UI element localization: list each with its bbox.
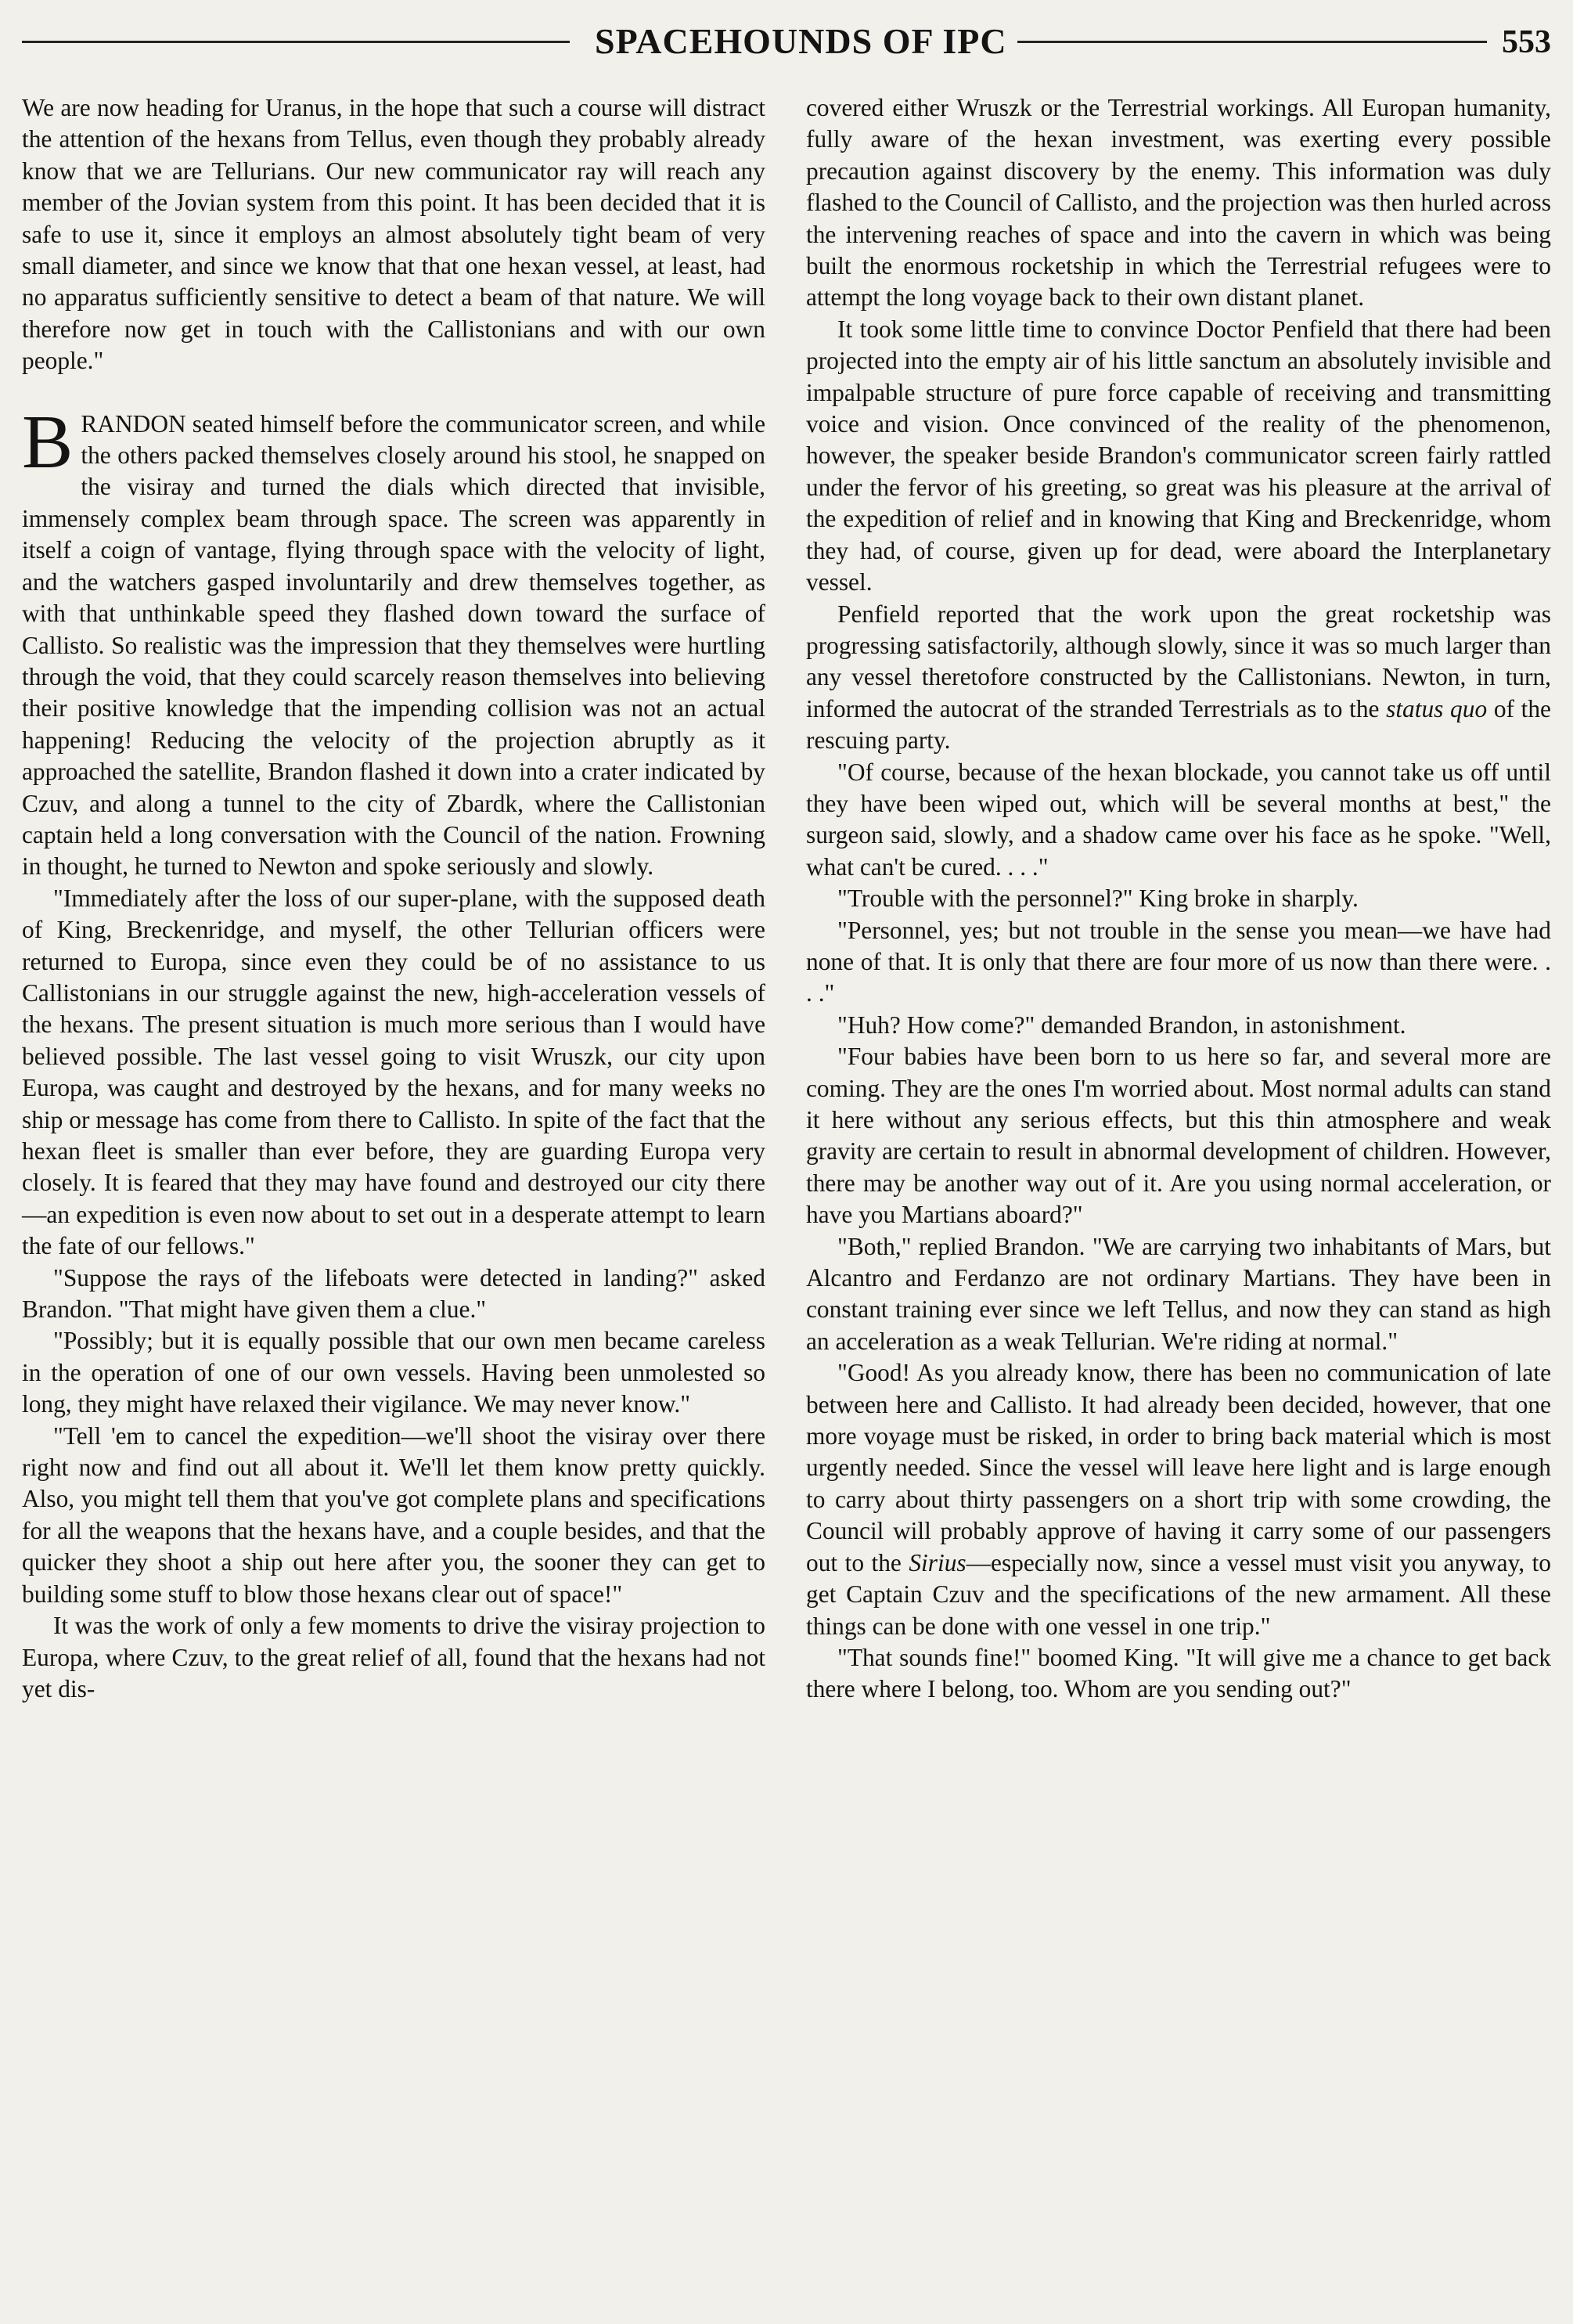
paragraph: "Both," replied Brandon. "We are carrying two inhabitants of Mars, but Alcantro and Ferdanzo are not ordinary Martians. They have been in constant training ever since we left Tellus, and now they can stand as high an acceleration as a weak Tellurian. We're riding at normal." [806,1232,1551,1355]
right-column [806,92,1551,1706]
paragraph: We are now heading for Uranus, in the hope that such a course will distract the attention of the hexans from Tellus, even though they probably already know that we are Tellurians. Our new communicator ray will reach any member of the Jovian system from this point. It has been decided that it is safe to use it, since it employs an almost absolutely tight beam of very small diameter, and since we know that that one hexan vessel, at least, had no apparatus sufficiently sensitive to detect a beam of that nature. We will therefore now get in touch with the Callistonians and with our own people." [22,94,765,375]
paragraph-text: "Good! As you already know, there has been no communication of late between here and Callisto. It had already been decided, however, that one more voyage must be risked, in order to bring back material which is most urgently needed. Since the vessel will leave here light and is large enough to carry about thirty passengers on a short trip with some crowding, the Council will probably approve of having it carry some of our passengers out to the [806,1359,1551,1576]
page-number: 553 [1502,24,1551,60]
paragraph-text: seated himself before the communicator screen, and while the others packed themselves closely around his stool, he snapped on the visiray and turned the dials which directed that invisible, immensely complex beam through space. The screen was apparently in itself a coign of vantage, flying through space with the velocity of light, and the watchers gasped involuntarily and drew themselves together, as with that unthinkable speed they flashed down toward the surface of Callisto. So realistic was the impression that they themselves were hurtling through the void, that they could scarcely reason themselves into believing their positive knowledge that the impending collision was not an actual happening! Reducing the velocity of the projection abruptly as it approached the satellite, Brandon flashed it down into a crater indicated by Czuv, and along a tunnel to the city of Zbardk, where the Callistonian captain held a long conversation with the Council of the nation. Frowning in thought, he turned to Newton and spoke seriously and slowly. [22,409,765,881]
paragraph: "Tell 'em to cancel the expedition—we'll shoot the visiray over there right now and find out all about it. We'll let them know pretty quickly. Also, you might tell them that you've got complete plans and specifications for all the weapons that the hexans have, and a couple besides, and that the quicker they shoot a ship out here after you, the sooner they can get to building some stuff to blow those hexans clear out of space!" [22,1421,765,1608]
paragraph: "Of course, because of the hexan blockade, you cannot take us off until they have been wiped out, which will be several months at best," the surgeon said, slowly, and a shadow came over his face as he spoke. "Well, what can't be cured. . . ." [806,758,1551,881]
paragraph [806,1357,1551,1642]
paragraph: "Suppose the rays of the lifeboats were detected in landing?" asked Brandon. "That might have given them a clue." [22,1263,765,1324]
paragraph: It was the work of only a few moments to drive the visiray projection to Europa, where Czuv, to the great relief of all, found that the hexans had not yet dis- [22,1612,765,1702]
left-column [22,92,765,1705]
paragraph: covered either Wruszk or the Terrestrial workings. All Europan humanity, fully aware of the hexan investment, was exerting every possible precaution against discovery by the enemy. This information was duly flashed to the Council of Callisto, and the projection was then hurled across the intervening reaches of space and into the cavern in which was being built the enormous rocketship in which the Terrestrial refugees were to attempt the long voyage back to their own distant planet. [806,94,1551,312]
paragraph: "Four babies have been born to us here so far, and several more are coming. They are the ones I'm worried about. Most normal adults can stand it here without any serious effects, but this thin atmosphere and weak gravity are certain to result in abnormal development of children. However, there may be another way out of it. Are you using normal acceleration, or have you Martians aboard?" [806,1043,1551,1229]
paragraph-text: —especially now, since a vessel must visit you anyway, to get Captain Czuv and the specifications of the new armament. All these things can be done with one vessel in one trip." [806,1548,1552,1640]
paragraph: "Personnel, yes; but not trouble in the sense you mean—we have had none of that. It is only that there are four more of us now than there were. . . ." [806,916,1551,1007]
italic-phrase: status quo [1386,694,1488,722]
page-header [0,17,1573,72]
running-title: SPACEHOUNDS OF IPC [595,21,1007,61]
paragraph-text: Penfield reported that the work upon the great rocketship was progressing satisfactorily, although slowly, since it was so much larger than any vessel theretofore constructed by the Callistonians. Newton, in turn, informed the autocrat of the stranded Terrestrials as to the [806,600,1551,722]
paragraph: "That sounds fine!" boomed King. "It will give me a chance to get back there where I belong, too. Whom are you sending out?" [806,1643,1551,1703]
paragraph: "Immediately after the loss of our super-plane, with the supposed death of King, Breckenridge, and myself, the other Tellurian officers were returned to Europa, since even they could be of no assistance to us Callistonians in our struggle against the new, high-acceleration vessels of the hexans. The present situation is much more serious than I would have believed possible. The last vessel going to visit Wruszk, our city upon Europa, was caught and destroyed by the hexans, and for many weeks no ship or message has come from there to Callisto. In spite of the fact that the hexan fleet is smaller than ever before, they are guarding Europa very closely. It is feared that they may have found and destroyed our city there—an expedition is even now about to set out in a desperate attempt to learn the fate of our fellows." [22,884,765,1260]
paragraph [806,599,1551,757]
paragraph-text: of the rescuing party. [806,694,1551,755]
drop-cap: B [22,399,74,485]
small-caps-lead: RANDON [81,409,186,438]
paragraph: "Trouble with the personnel?" King broke in sharply. [837,885,1359,913]
header-rule-left [22,41,570,43]
paragraph: It took some little time to convince Doctor Penfield that there had been projected into the empty air of his little sanctum an absolutely invisible and impalpable structure of pure force capable of receiving and transmitting voice and vision. Once convinced of the reality of the phenomenon, however, the speaker beside Brandon's communicator screen fairly rattled under the fervor of his greeting, so great was his pleasure at the arrival of the expedition of relief and in knowing that King and Breckenridge, whom they had, of course, given up for dead, were aboard the Interplanetary vessel. [806,315,1551,596]
italic-ship-name: Sirius [909,1548,966,1576]
paragraph-section-start [22,399,765,883]
paragraph: "Possibly; but it is equally possible that our own men became careless in the operation of one of our own vessels. Having been unmolested so long, they might have relaxed their vigilance. We may never know." [22,1327,765,1418]
paragraph: "Huh? How come?" demanded Brandon, in astonishment. [837,1011,1406,1039]
header-rule-right [1017,41,1487,43]
